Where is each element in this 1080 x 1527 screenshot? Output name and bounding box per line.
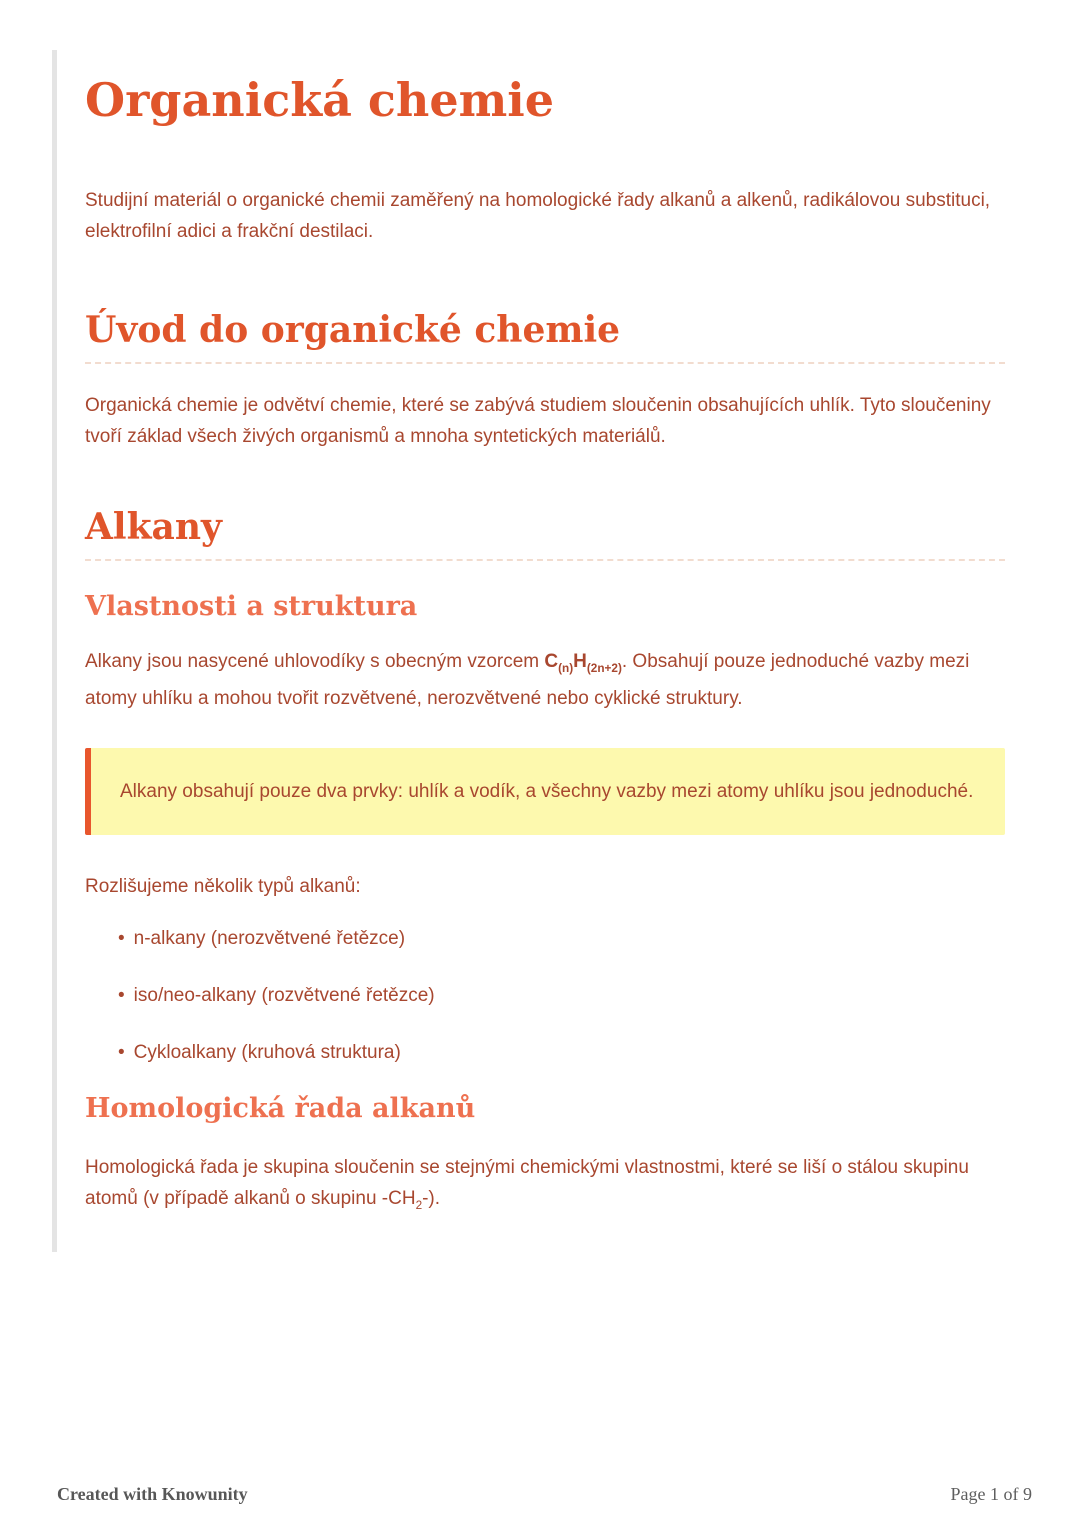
highlight-callout: [85, 748, 1005, 835]
left-margin-rule: [52, 50, 57, 1252]
vlastnosti-text-after: . Obsahují pouze jednoduché vazby mezi atomy uhlíku a mohou tvořit rozvětvené, nerozvětvené nebo cyklické struktury.: [85, 650, 970, 710]
vlastnosti-text-before: Alkany jsou nasycené uhlovodíky s obecným vzorcem: [85, 650, 545, 672]
bullet-icon: •: [118, 1042, 125, 1064]
list-item-label: iso/neo-alkany (rozvětvené řetězce): [133, 985, 435, 1007]
subsection-heading-homologicka: Homologická řada alkanů: [85, 1093, 476, 1125]
homologicka-text-after: -).: [422, 1187, 441, 1209]
bullet-icon: •: [118, 928, 125, 950]
list-item-cykloalkany: [85, 1040, 1005, 1065]
page-footer: [57, 1484, 1032, 1505]
vlastnosti-paragraph: [85, 646, 1005, 715]
page-title: Organická chemie: [85, 73, 555, 127]
page-number: Page 1 of 9: [950, 1484, 1032, 1504]
intro-paragraph: Studijní materiál o organické chemii zaměřený na homologické řady alkanů a alkenů, radikálovou substituci, elektrofilní adici a frakční destilaci.: [85, 189, 991, 242]
list-item-label: Cykloalkany (kruhová struktura): [133, 1042, 401, 1064]
bullet-icon: •: [118, 985, 125, 1007]
section-heading-alkany: Alkany: [85, 506, 1005, 561]
uvod-paragraph: Organická chemie je odvětví chemie, které se zabývá studiem sloučenin obsahujících uhlík. Tyto sloučeniny tvoří základ všech živých organismů a mnoha syntetických materiálů.: [85, 395, 991, 448]
subsection-heading-vlastnosti: Vlastnosti a struktura: [85, 591, 418, 623]
alkane-general-formula: $C_{(n)}H_{(2n+2)}$: [544, 650, 622, 675]
callout-text: Alkany obsahují pouze dva prvky: uhlík a vodík, a všechny vazby mezi atomy uhlíku jsou jednoduché.: [120, 781, 974, 803]
footer-branding: Created with Knowunity: [57, 1484, 248, 1504]
alkane-list-intro: Rozlišujeme několik typů alkanů:: [85, 876, 361, 898]
section-heading-uvod: Úvod do organické chemie: [85, 309, 1005, 364]
homologicka-paragraph: [85, 1152, 1005, 1221]
list-item-iso-neo-alkany: [85, 983, 1005, 1008]
list-item-label: n-alkany (nerozvětvené řetězce): [133, 928, 406, 950]
document-content: [85, 0, 1005, 1221]
list-item-n-alkany: [85, 926, 1005, 951]
homologicka-text-before: Homologická řada je skupina sloučenin se stejnými chemickými vlastnostmi, které se liší o stálou skupinu atomů (v případě alkanů o skupinu -CH: [85, 1156, 969, 1209]
ch2-subscript: 2: [415, 1198, 423, 1212]
alkane-types-list: [85, 926, 1005, 1065]
